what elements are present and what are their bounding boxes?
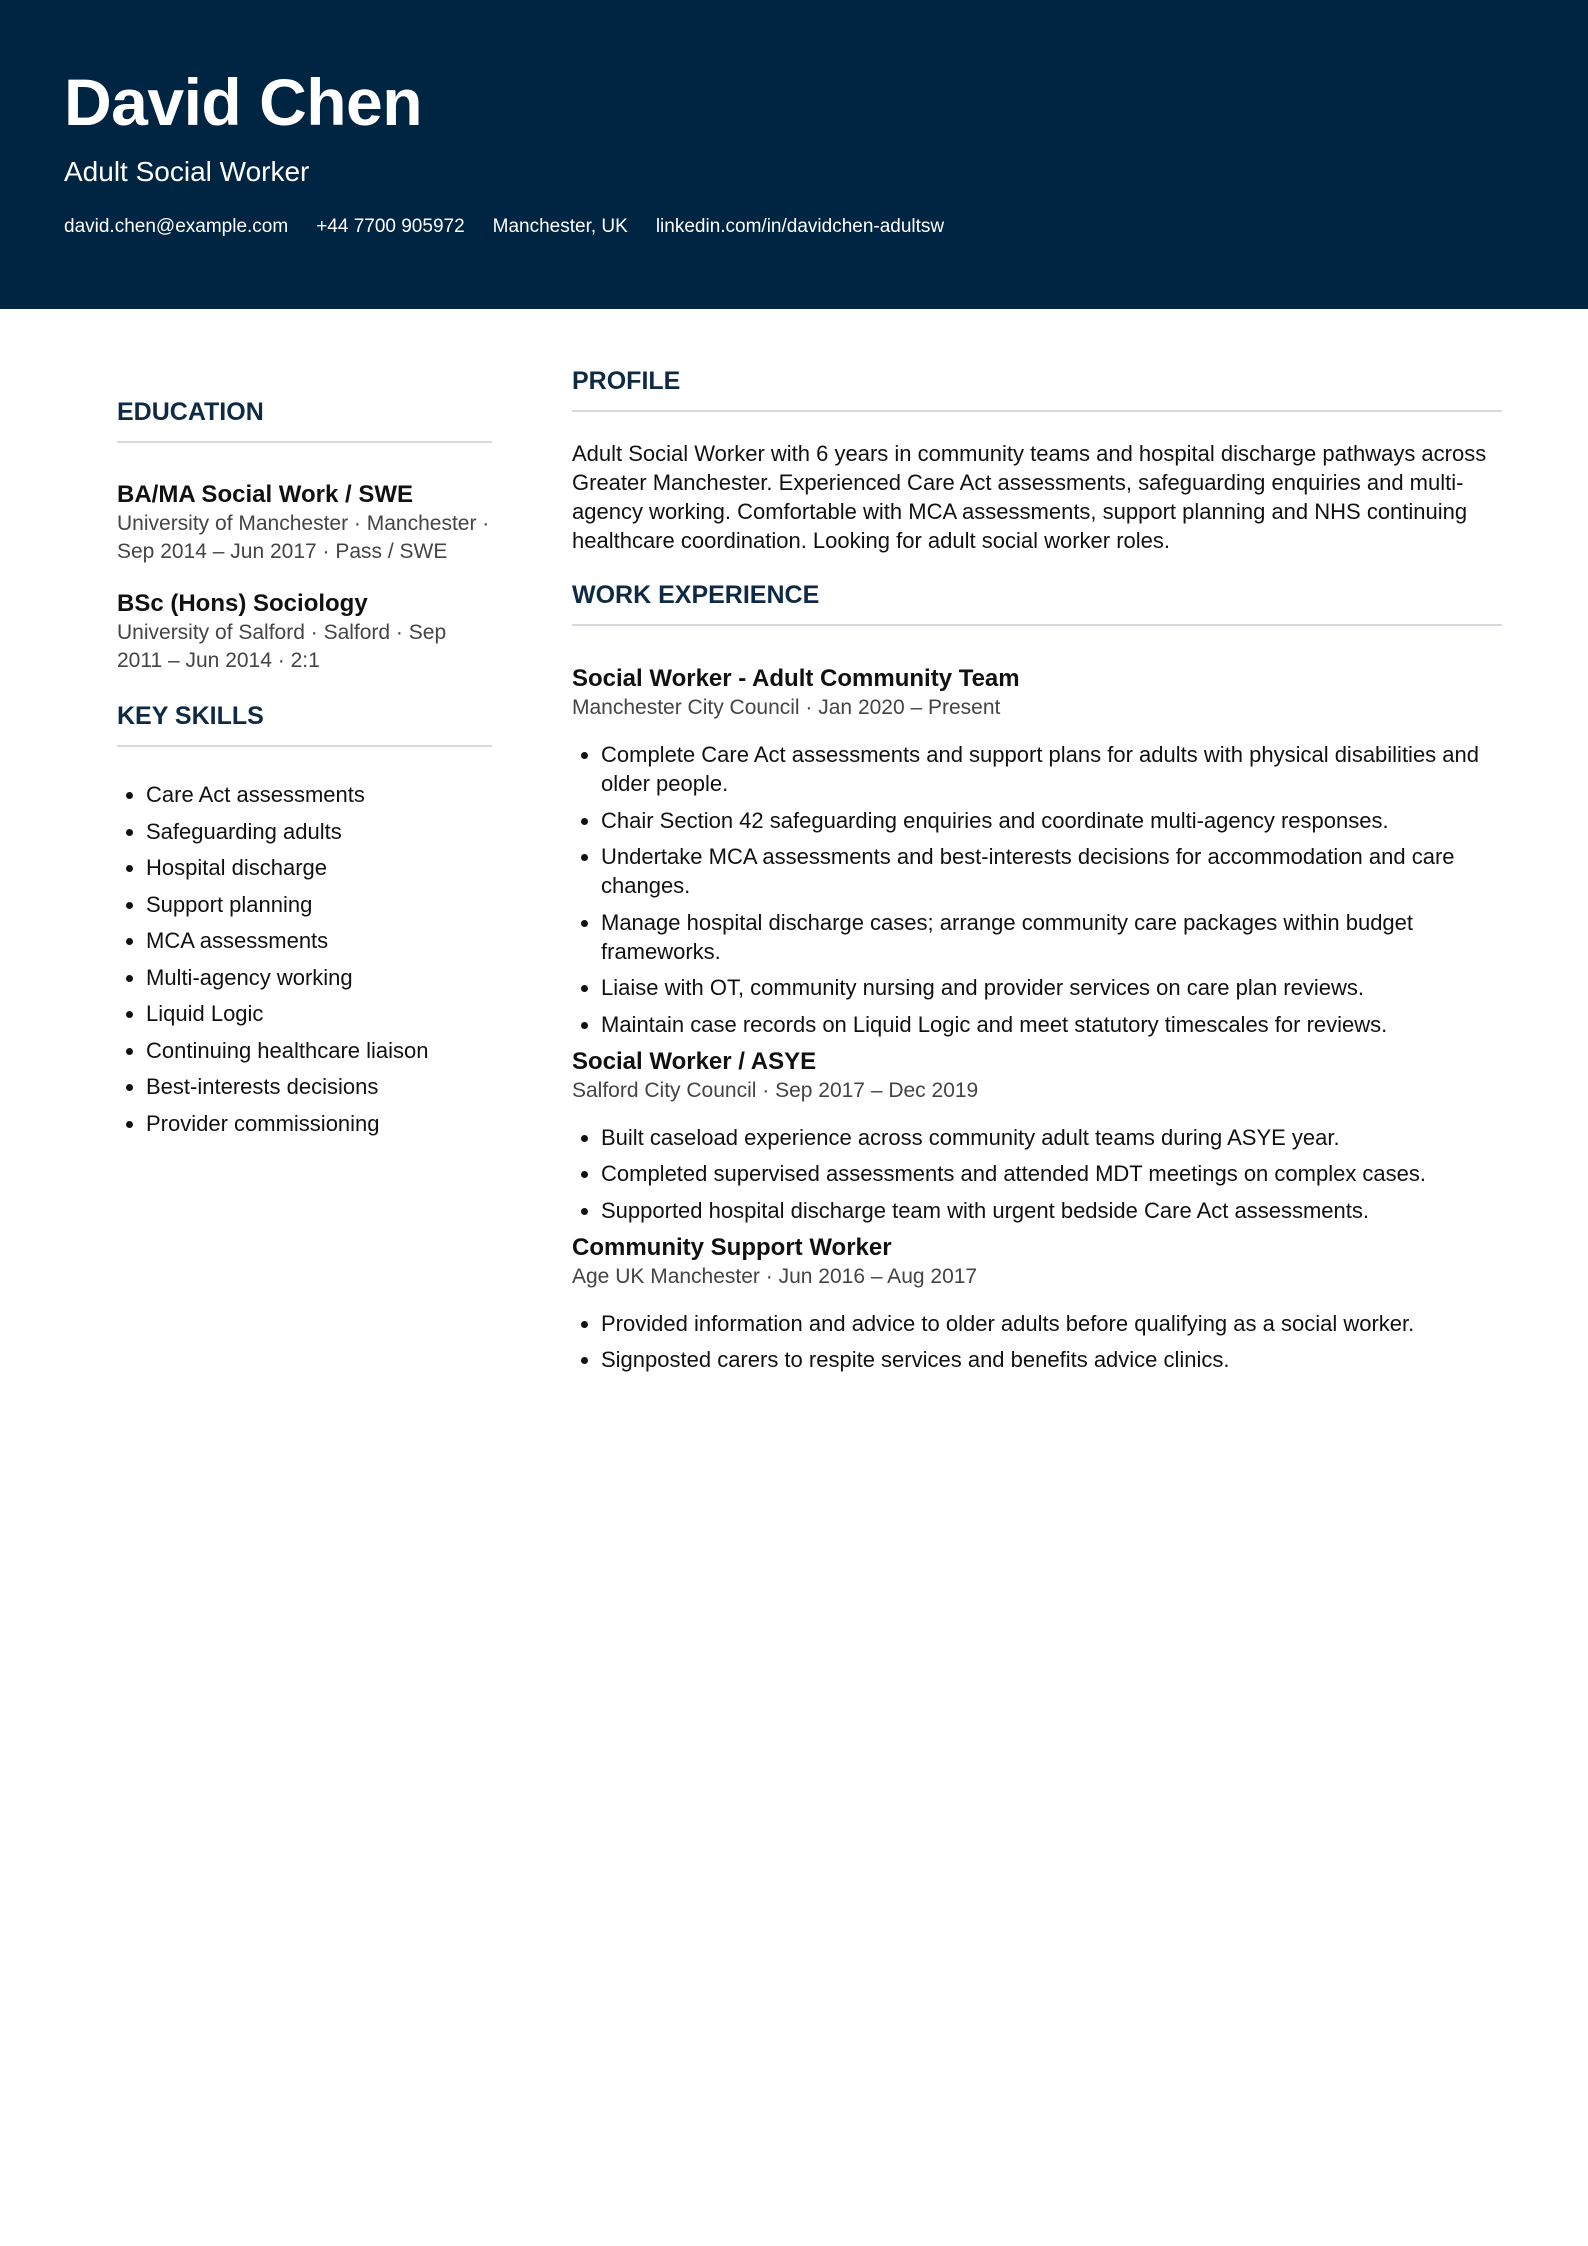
education-details: University of Manchester · Manchester · Sep 2014 – Jun 2017 · Pass / SWE	[117, 512, 490, 563]
job-entry	[572, 1233, 1502, 1375]
job-bullet: • Liaise with OT, community nursing and provider services on care plan reviews.	[601, 973, 1502, 1002]
skill-item: • Support planning	[146, 890, 492, 919]
profile-summary: Adult Social Worker with 6 years in community teams and hospital discharge pathways across Greater Manchester. Experienced Care Act assessments, safeguarding enquiries and multi-agency working. Comfortable with MCA assessments, support planning and NHS continuing healthcare coordination. Looking for adult social worker roles.	[572, 441, 1487, 553]
job-title: Social Worker - Adult Community Team	[572, 665, 1020, 692]
job-bullet: • Complete Care Act assessments and support plans for adults with physical disabilities and older people.	[601, 740, 1502, 798]
job-entry	[572, 1047, 1502, 1225]
skill-item: • Provider commissioning	[146, 1109, 492, 1138]
contact-location: Manchester, UK	[492, 216, 628, 237]
contact-bar	[64, 214, 944, 240]
education-item	[117, 480, 492, 566]
resume-header	[0, 0, 1588, 309]
experience-section	[572, 578, 1502, 1374]
job-bullets	[572, 740, 1502, 1039]
left-column	[117, 395, 492, 1145]
education-section	[117, 395, 492, 675]
skill-item: • Liquid Logic	[146, 999, 492, 1028]
job-bullet: • Signposted carers to respite services and benefits advice clinics.	[601, 1345, 1502, 1374]
profile-heading: PROFILE	[572, 364, 1502, 412]
education-details: University of Salford · Salford · Sep 2011 – Jun 2014 · 2:1	[117, 621, 447, 672]
job-meta: Salford City Council · Sep 2017 – Dec 2019	[572, 1078, 979, 1102]
job-meta: Manchester City Council · Jan 2020 – Present	[572, 696, 1001, 719]
job-title: Social Worker / ASYE	[572, 1047, 817, 1075]
skill-item: • MCA assessments	[146, 926, 492, 955]
job-bullet: • Chair Section 42 safeguarding enquiries and coordinate multi-agency responses.	[601, 806, 1502, 835]
job-meta: Age UK Manchester · Jun 2016 – Aug 2017	[572, 1264, 978, 1288]
job-bullets	[572, 1123, 1502, 1225]
education-item	[117, 589, 492, 675]
job-entry	[572, 664, 1502, 1039]
job-bullet: • Manage hospital discharge cases; arrange community care packages within budget frameworks.	[601, 908, 1502, 966]
skill-item: • Hospital discharge	[146, 853, 492, 882]
right-column	[572, 364, 1502, 1382]
education-degree: BA/MA Social Work / SWE	[117, 481, 414, 508]
education-degree: BSc (Hons) Sociology	[117, 590, 368, 617]
candidate-name: David Chen	[64, 65, 423, 139]
education-heading: EDUCATION	[117, 395, 492, 443]
job-bullet: • Maintain case records on Liquid Logic and meet statutory timescales for reviews.	[601, 1010, 1502, 1039]
skill-item: • Safeguarding adults	[146, 817, 492, 846]
contact-linkedin: linkedin.com/in/davidchen-adultsw	[655, 216, 945, 237]
candidate-title: Adult Social Worker	[64, 156, 310, 187]
skills-list	[117, 780, 492, 1138]
job-bullets	[572, 1309, 1502, 1375]
contact-phone: +44 7700 905972	[316, 216, 465, 237]
job-title: Community Support Worker	[572, 1233, 892, 1261]
skills-section	[117, 699, 492, 1138]
job-bullet: • Completed supervised assessments and attended MDT meetings on complex cases.	[601, 1159, 1502, 1188]
skills-heading: KEY SKILLS	[117, 699, 492, 747]
job-bullet: • Built caseload experience across community adult teams during ASYE year.	[601, 1123, 1502, 1152]
contact-email: david.chen@example.com	[64, 216, 289, 237]
job-bullet: • Provided information and advice to older adults before qualifying as a social worker.	[601, 1309, 1502, 1338]
experience-heading: WORK EXPERIENCE	[572, 578, 1502, 626]
skill-item: • Continuing healthcare liaison	[146, 1036, 492, 1065]
skill-item: • Multi-agency working	[146, 963, 492, 992]
job-bullet: • Supported hospital discharge team with urgent bedside Care Act assessments.	[601, 1196, 1502, 1225]
skill-item: • Best-interests decisions	[146, 1072, 492, 1101]
skill-item: • Care Act assessments	[146, 780, 492, 809]
profile-section	[572, 364, 1502, 555]
job-bullet: • Undertake MCA assessments and best-interests decisions for accommodation and care changes.	[601, 842, 1502, 900]
